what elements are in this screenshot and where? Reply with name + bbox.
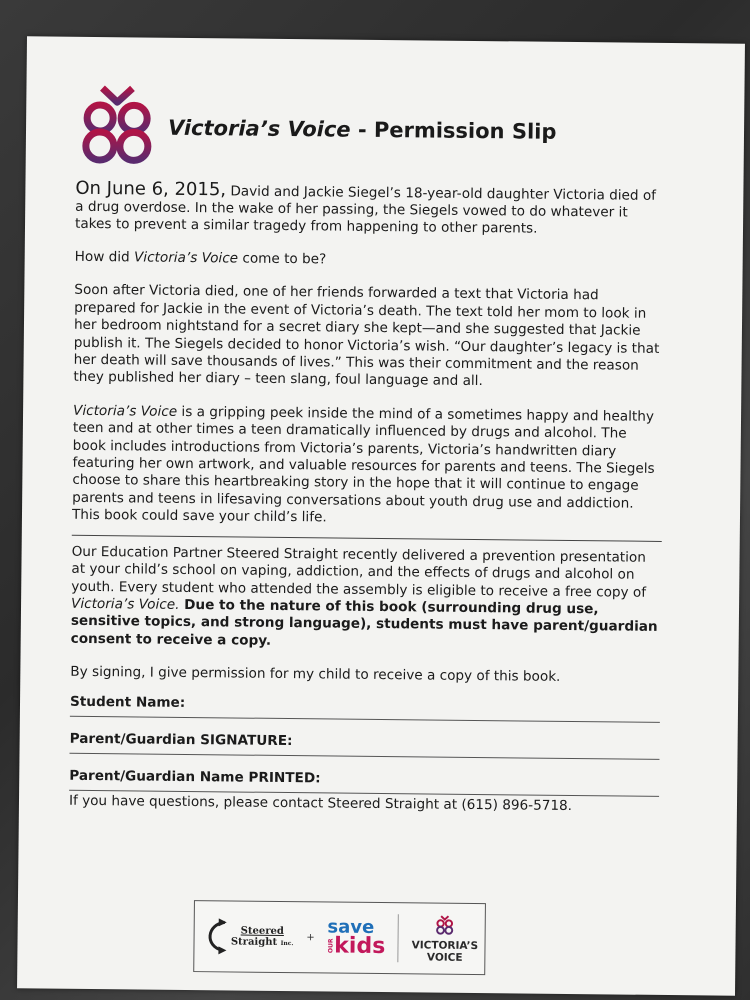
document-content bbox=[69, 82, 667, 815]
question-post: come to be? bbox=[238, 250, 327, 268]
guardian-printed-name-field[interactable]: Parent/Guardian Name PRINTED: bbox=[69, 767, 659, 796]
book-italic: Victoria’s Voice bbox=[73, 402, 178, 420]
partner-bold: Due to the nature of this book (surrounding drug use, sensitive topics, and strong language), students must have parent/guardian consent to receive a copy. bbox=[70, 596, 658, 649]
vv-line1: VICTORIA’S bbox=[411, 938, 479, 952]
title-italic: Victoria’s Voice bbox=[167, 115, 351, 142]
kids-text: kids bbox=[334, 933, 386, 960]
ss-line2: Straight bbox=[230, 935, 278, 948]
save-our-kids-logo bbox=[327, 916, 386, 960]
question-heading bbox=[75, 249, 665, 273]
vv-line2: VOICE bbox=[426, 951, 463, 964]
guardian-signature-field[interactable]: Parent/Guardian SIGNATURE: bbox=[69, 730, 659, 759]
intro-date: On June 6, 2015, bbox=[75, 177, 227, 201]
contact-line: If you have questions, please contact Steered Straight at (615) 896-5718. bbox=[68, 792, 573, 814]
partner-text: Our Education Partner Steered Straight recently delivered a prevention presentation at your child’s school on vaping, addiction, and the effects of drugs and alcohol on youth. Every student who attended the assembly is eligible to receive a free copy of bbox=[71, 543, 647, 601]
save-text: save bbox=[327, 916, 375, 938]
footer-divider bbox=[398, 914, 400, 962]
document-header bbox=[76, 82, 667, 178]
steered-straight-arrow-icon bbox=[201, 916, 231, 956]
story-paragraph: Soon after Victoria died, one of her friends forwarded a text that Victoria had prepared for Jackie in the event of Victoria’s death. The text told her mom to look in her bedroom nightstand for a secret diary she kept—and she suggested that Jackie publish it. The Siegels decided to honor Victoria’s wish. “Our daughter’s legacy is that her death will save thousands of lives.” This was their commitment and the reason they published her diary – teen slang, foul language and all. bbox=[73, 282, 660, 390]
permission-slip-page bbox=[17, 36, 745, 995]
steered-straight-logo bbox=[201, 916, 294, 957]
question-pre: How did bbox=[74, 248, 135, 266]
consent-statement: By signing, I give permission for my child to receive a copy of this book. bbox=[70, 663, 561, 686]
intro-text: David and Jackie Siegel’s 18-year-old daughter Victoria died of a drug overdose. In the wake of her passing, the Siegels vowed to do whatever it takes to prevent a similar tragedy from happening to other parents. bbox=[74, 183, 657, 237]
partner-italic: Victoria’s Voice. bbox=[70, 595, 180, 613]
book-text: is a gripping peek inside the mind of a sometimes happy and healthy teen and at other times a teen dramatically influenced by drugs and alcohol. The book includes introductions from Victoria’s parents, Victoria’s handwritten diary featuring her own artwork, and valuable resources for parents and teens. The Siegels choose to share this heartbreaking story in the hope that it will continue to engage parents and teens in lifesaving conversations about youth drug use and addiction. This book could save your child’s life. bbox=[71, 403, 655, 526]
question-italic: Victoria’s Voice bbox=[133, 249, 239, 267]
partner-logos-box bbox=[193, 900, 486, 975]
section-divider bbox=[72, 534, 662, 541]
ss-line1: Steered bbox=[240, 925, 284, 937]
title-rest: - Permission Slip bbox=[350, 117, 557, 144]
student-name-field[interactable]: Student Name: bbox=[70, 693, 660, 722]
our-text: OUR bbox=[327, 938, 335, 954]
page-title bbox=[168, 116, 557, 144]
victorias-voice-logo bbox=[76, 84, 159, 171]
ss-suffix: Inc. bbox=[280, 939, 294, 947]
victorias-voice-brand bbox=[411, 914, 478, 964]
victorias-voice-small-logo bbox=[435, 914, 455, 936]
partner-paragraph bbox=[71, 543, 662, 654]
intro-paragraph bbox=[74, 177, 666, 239]
book-paragraph bbox=[72, 403, 663, 531]
plus-sign: + bbox=[306, 931, 315, 943]
